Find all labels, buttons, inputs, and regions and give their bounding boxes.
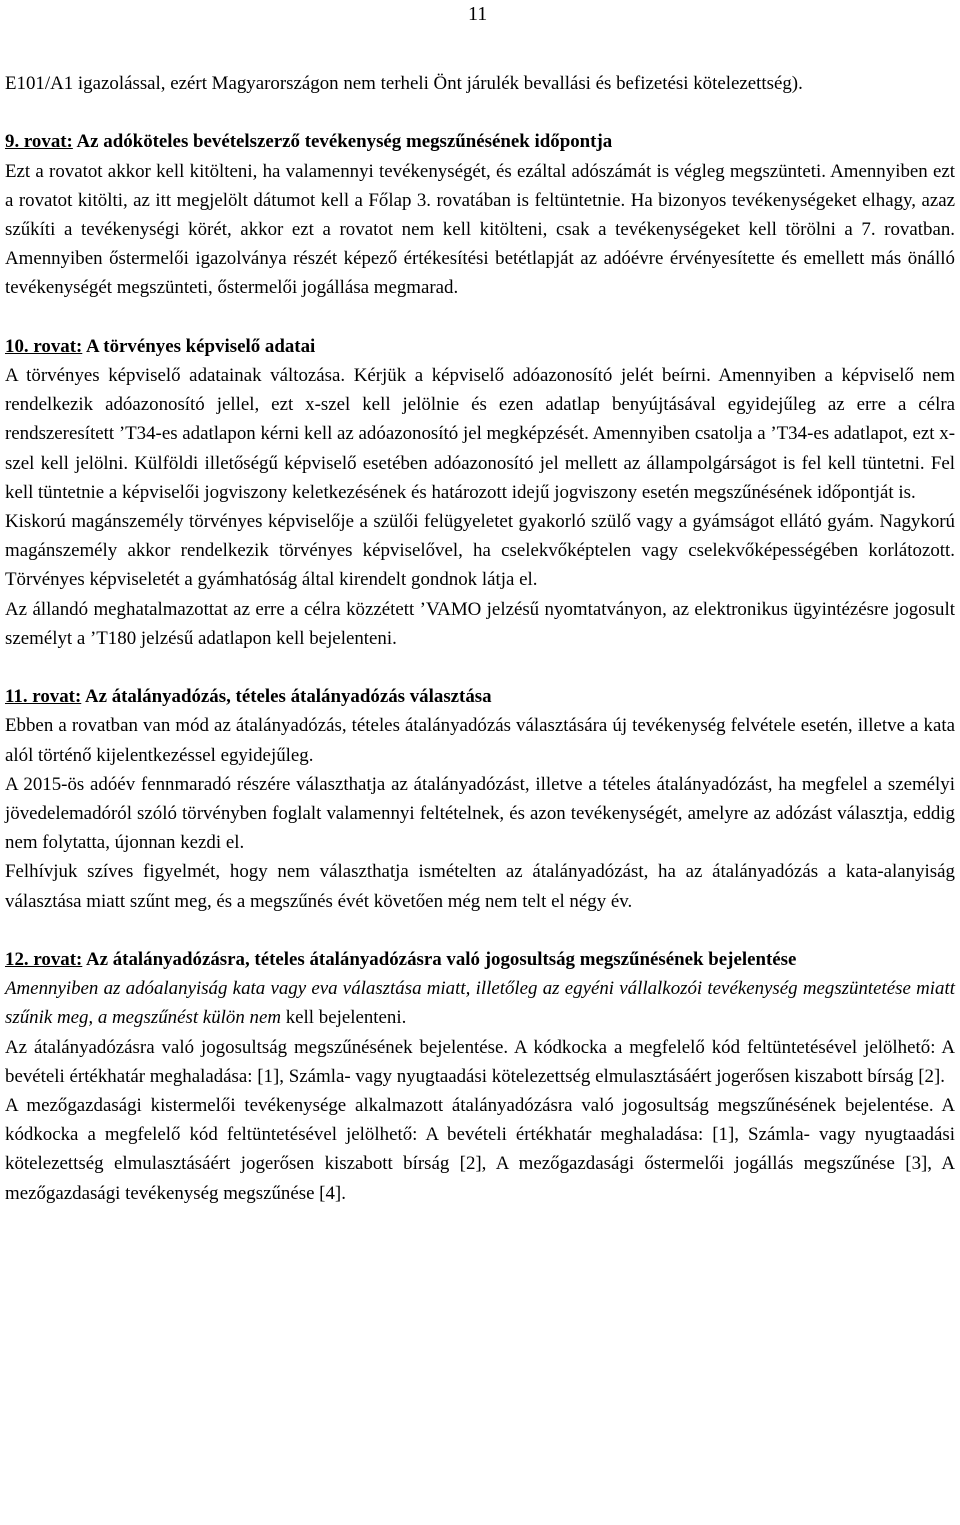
section-12-text: kell bejelenteni.	[280, 1007, 407, 1029]
section-12-paragraph-2: Az átalányadózásra való jogosultság megszűnésének bejelentése. A kódkocka a megfelelő kód feltüntetésével jelölhető: A bevételi értékhatár meghaladása: [1], Számla- vagy nyugtaadási kötelezettség elmulasztásáért jogerősen kiszabott bírság [2].	[5, 1036, 955, 1087]
section-11-number: 11. rovat:	[5, 686, 82, 708]
section-10-paragraph-2: Kiskorú magánszemély törvényes képviselője a szülői felügyeletet gyakorló szülő vagy a gyámságot ellátó gyám. Nagykorú magánszemély akkor rendelkezik törvényes képviselővel, ha cselekvőképtelen vagy cselekvőképességében korlátozott. Törvényes képviseletét a gyámhatóság által kirendelt gondnok látja el.	[5, 511, 955, 591]
section-11-paragraph-3: Felhívjuk szíves figyelmét, hogy nem választhatja ismételten az átalányadózást, ha az átalányadózás a kata-alanyiság választása miatt szűnt meg, és a megszűnés évét követően még nem telt el négy év.	[5, 861, 955, 912]
section-12-italic-text: Amennyiben az adóalanyiság kata vagy eva választása miatt, illetőleg az egyéni vállalkozói tevékenység megszüntetése miatt szűnik meg, a megszűnést külön nem	[5, 978, 955, 1029]
spacer	[5, 98, 955, 127]
section-12-paragraph-3: A mezőgazdasági kistermelői tevékenysége alkalmazott átalányadózásra való jogosultság megszűnésének bejelentése. A kódkocka a megfelelő kód feltüntetésével jelölhető: A bevételi értékhatár meghaladása: [1], Számla- vagy nyugtaadási kötelezettség elmulasztásáért jogerősen kiszabott bírság [2], A mezőgazdasági őstermelői jogállás megszűnése [3], A mezőgazdasági tevékenység megszűnése [4].	[5, 1095, 955, 1204]
section-10-title: A törvényes képviselő adatai	[82, 335, 316, 357]
section-11-paragraph-1: Ebben a rovatban van mód az átalányadózás, tételes átalányadózás választására új tevékenység felvétele esetén, illetve a kata alól történő kijelentkezéssel egyidejűleg.	[5, 715, 955, 766]
section-9-title: Az adóköteles bevételszerző tevékenység megszűnésének időpontja	[72, 131, 613, 153]
document-body	[5, 69, 955, 1208]
section-10-heading	[5, 332, 955, 361]
spacer	[5, 303, 955, 332]
spacer	[5, 653, 955, 682]
section-12-heading	[5, 945, 955, 974]
page-number: 11	[468, 3, 488, 25]
section-9-heading	[5, 127, 955, 156]
section-10-number: 10. rovat:	[5, 335, 83, 357]
section-11-paragraph-2: A 2015-ös adóév fennmaradó részére választhatja az átalányadózást, illetve a tételes átalányadózást, ha megfelel a személyi jövedelemadóról szóló törvényben foglalt valamennyi feltételnek, és azon tevékenységét, amelyre az adózást választja, eddig nem folytatta, újonnan kezdi el.	[5, 773, 955, 854]
section-9-paragraph-1: Ezt a rovatot akkor kell kitölteni, ha valamennyi tevékenységét, és ezáltal adószámát is végleg megszünteti. Amennyiben ezt a rovatot kitölti, az itt megjelölt dátumot kell a Főlap 3. rovatában is feltüntetnie. Ha bizonyos tevékenységeket elhagy, azaz szűkíti a tevékenységi körét, akkor ezt a rovatot nem kell kitölteni, csak a tevékenységeket kell törölni a 7. rovatban. Amennyiben őstermelői igazolványa részét képező értékesítési betétlapját az adóévre érvényesítette és emellett más önálló tevékenységét megszünteti, őstermelői jogállása megmarad.	[5, 160, 955, 299]
spacer	[5, 916, 955, 945]
section-11-title: Az átalányadózás, tételes átalányadózás választása	[81, 686, 492, 708]
section-9-number: 9. rovat:	[5, 131, 73, 153]
section-10-paragraph-1: A törvényes képviselő adatainak változása. Kérjük a képviselő adóazonosító jelét beírni. Amennyiben a képviselő nem rendelkezik adóazonosító jellel, ezt x-szel kell jelölnie és ezen adatlap benyújtásával egyidejűleg az erre a célra rendszeresített ’T34-es adatlapon kérni kell az adóazonosító jel megképzését. Amennyiben csatolja a ’T34-es adatlapot, ezt x-szel kell jelölni. Külföldi illetőségű képviselő esetében adóazonosító jel mellett az állampolgárságot is fel kell tüntetni. Fel kell tüntetnie a képviselői jogviszony keletkezésének és határozott idejű jogviszony esetén megszűnésének időpontját is.	[5, 365, 955, 503]
section-12-title: Az átalányadózásra, tételes átalányadózásra való jogosultság megszűnésének bejelentése	[82, 949, 797, 971]
section-12-number: 12. rovat:	[5, 949, 83, 971]
intro-paragraph: E101/A1 igazolással, ezért Magyarországon nem terheli Önt járulék bevallási és befizetési kötelezettség).	[5, 73, 803, 94]
section-12-paragraph-1	[5, 974, 955, 1032]
section-10-paragraph-3: Az állandó meghatalmazottat az erre a célra közzétett ’VAMO jelzésű nyomtatványon, az elektronikus ügyintézésre jogosult személyt a ’T180 jelzésű adatlapon kell bejelenteni.	[5, 598, 955, 649]
section-11-heading	[5, 682, 955, 711]
